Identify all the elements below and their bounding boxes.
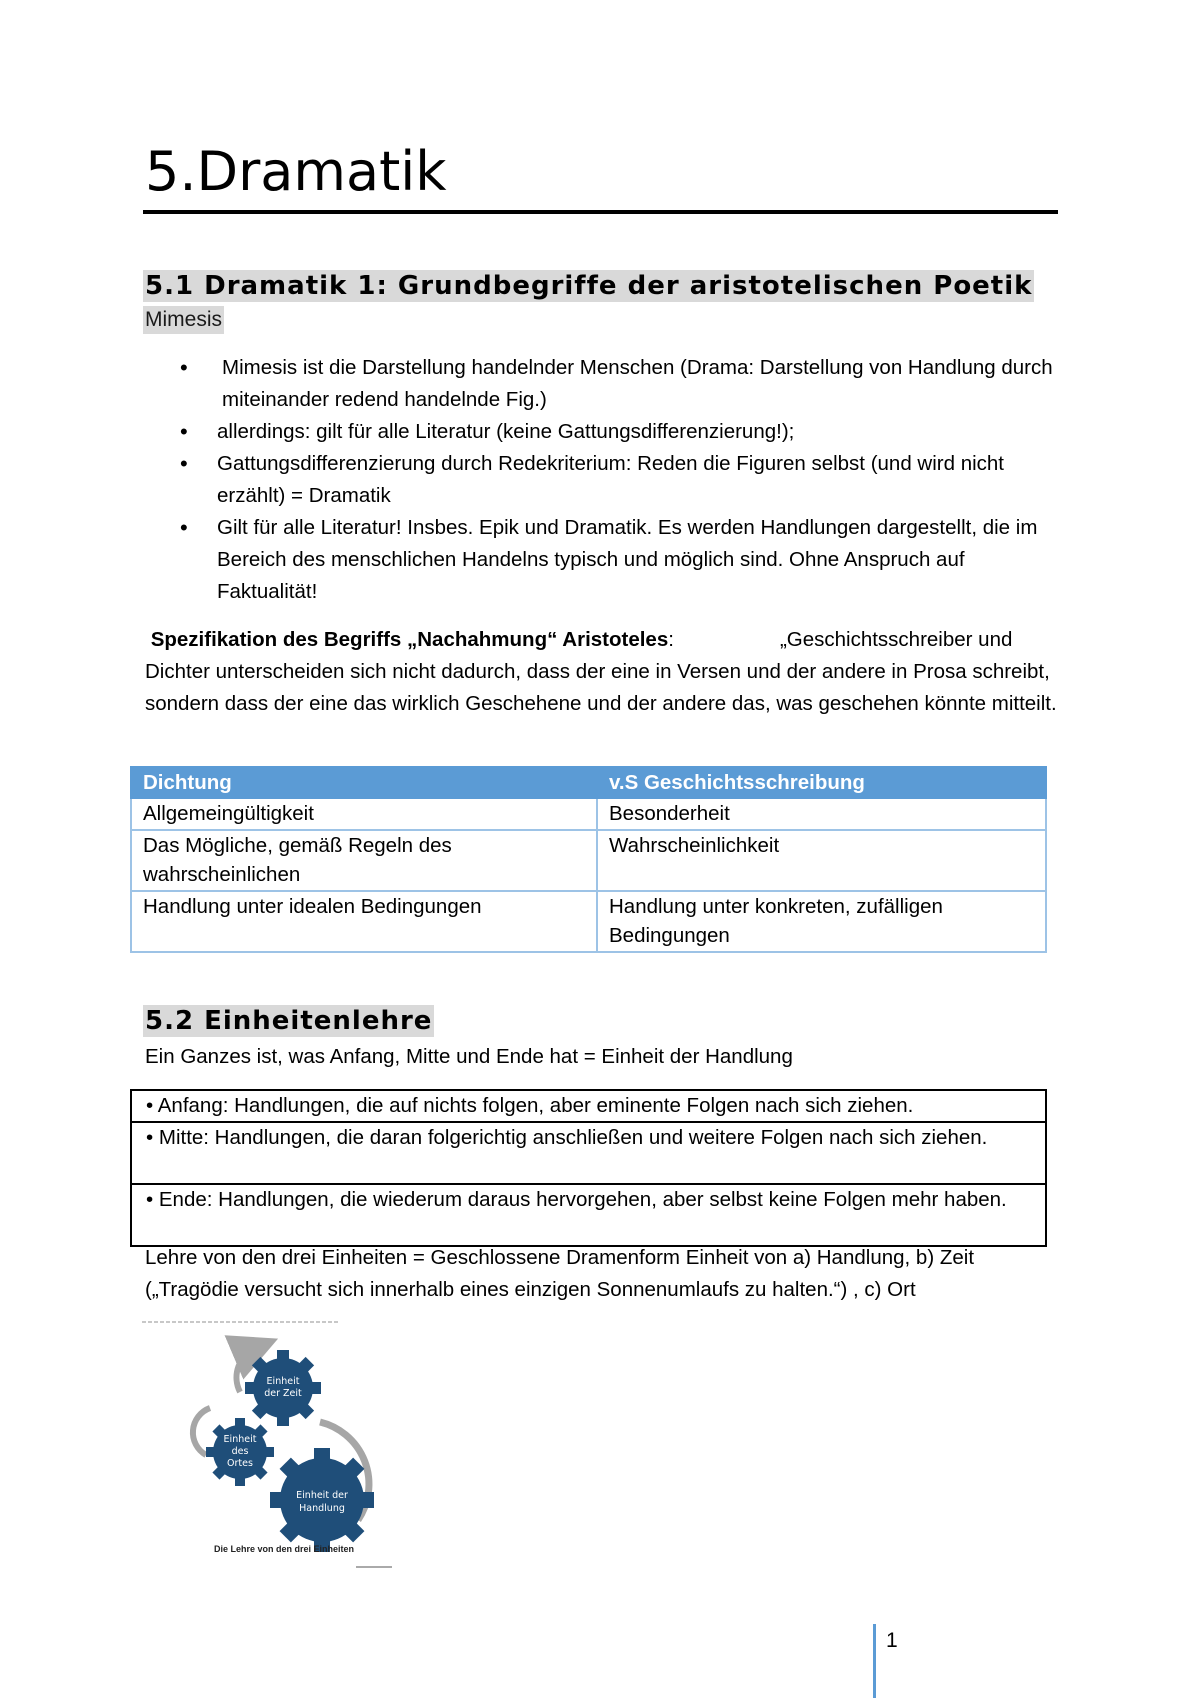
table-header-dichtung: Dichtung [131,767,597,798]
page-number: 1 [886,1629,898,1652]
title-underline [143,210,1058,214]
page-number-bar [873,1624,876,1698]
table-row [131,1090,1046,1122]
comparison-table [130,766,1047,953]
lehre-paragraph: Lehre von den drei Einheiten = Geschlossene Dramenform Einheit von a) Handlung, b) Zeit („Tragödie versucht sich innerhalb eines einzigen Sonnenumlaufs zu halten.“) , c) Ort [145,1246,975,1301]
table-row [131,830,1046,891]
table-cell: Handlung unter idealen Bedingungen [131,891,597,952]
table-cell-mitte: • Mitte: Handlungen, die daran folgerichtig anschließen und weitere Folgen nach sich ziehen. [131,1122,1046,1184]
einheit-intro: Ein Ganzes ist, was Anfang, Mitte und Ende hat = Einheit der Handlung [145,1045,793,1068]
spec-paragraph [145,624,1060,720]
table-row [131,891,1046,952]
section-heading-5-1: 5.1 Dramatik 1: Grundbegriffe der aristotelischen Poetik [145,271,1033,301]
spec-colon: : [668,628,674,651]
table-header-geschichtsschreibung: v.S Geschichtsschreibung [597,767,1046,798]
three-unities-gear-diagram [180,1330,410,1580]
table-row [131,1122,1046,1184]
diagram-caption: Die Lehre von den drei Einheiten [214,1544,355,1554]
gear-einheit-des-ortes [206,1418,274,1486]
gear-label: Einheit der [296,1490,348,1501]
gear-label: des [231,1446,249,1457]
mimesis-bullet-list [145,352,1065,608]
units-table [130,1089,1047,1247]
scan-artifact-line [142,1321,338,1323]
bullet-item: • Gilt für alle Literatur! Insbes. Epik und Dramatik. Es werden Handlungen dargestellt, die im Bereich des menschlichen Handelns typisch und möglich sind. Ohne Anspruch auf Faktualität! [145,512,1065,608]
gear-label: Einheit [266,1376,300,1387]
spec-label: Spezifikation des Begriffs „Nachahmung“ Aristoteles [150,628,669,651]
bullet-item: • allerdings: gilt für alle Literatur (keine Gattungsdifferenzierung!); [145,416,1065,448]
table-cell: Allgemeingültigkeit [131,798,597,830]
table-cell: Wahrscheinlichkeit [597,830,1046,891]
spec-quote: „Geschichtsschreiber und Dichter unterscheiden sich nicht dadurch, dass der eine in Versen und der andere in Prosa schreibt, sondern dass der eine das wirklich Geschehene und der andere das, was geschehen könnte mitteilt. [145,628,1057,715]
gear-label: der Zeit [264,1388,302,1399]
gear-einheit-der-handlung [270,1448,374,1552]
page-title: 5.Dramatik [145,140,447,203]
gear-label: Handlung [299,1503,345,1514]
table-cell: Besonderheit [597,798,1046,830]
gear-label: Einheit [223,1434,257,1445]
bullet-item: • Gattungsdifferenzierung durch Redekriterium: Reden die Figuren selbst (und wird nicht erzählt) = Dramatik [145,448,1065,512]
bullet-item: • Mimesis ist die Darstellung handelnder Menschen (Drama: Darstellung von Handlung durch miteinander redend handelnde Fig.) [145,352,1065,416]
table-cell-anfang: • Anfang: Handlungen, die auf nichts folgen, aber eminente Folgen nach sich ziehen. [131,1090,1046,1122]
scan-artifact-dots [356,1566,392,1568]
table-row [131,798,1046,830]
table-cell: Das Mögliche, gemäß Regeln des wahrscheinlichen [131,830,597,891]
gear-label: Ortes [227,1458,253,1469]
subheading-mimesis: Mimesis [143,306,224,334]
table-cell: Handlung unter konkreten, zufälligen Bedingungen [597,891,1046,952]
table-cell-ende: • Ende: Handlungen, die wiederum daraus hervorgehen, aber selbst keine Folgen mehr haben. [131,1184,1046,1246]
gear-einheit-der-zeit [245,1350,321,1426]
table-row [131,1184,1046,1246]
section-heading-5-2: 5.2 Einheitenlehre [145,1006,433,1036]
